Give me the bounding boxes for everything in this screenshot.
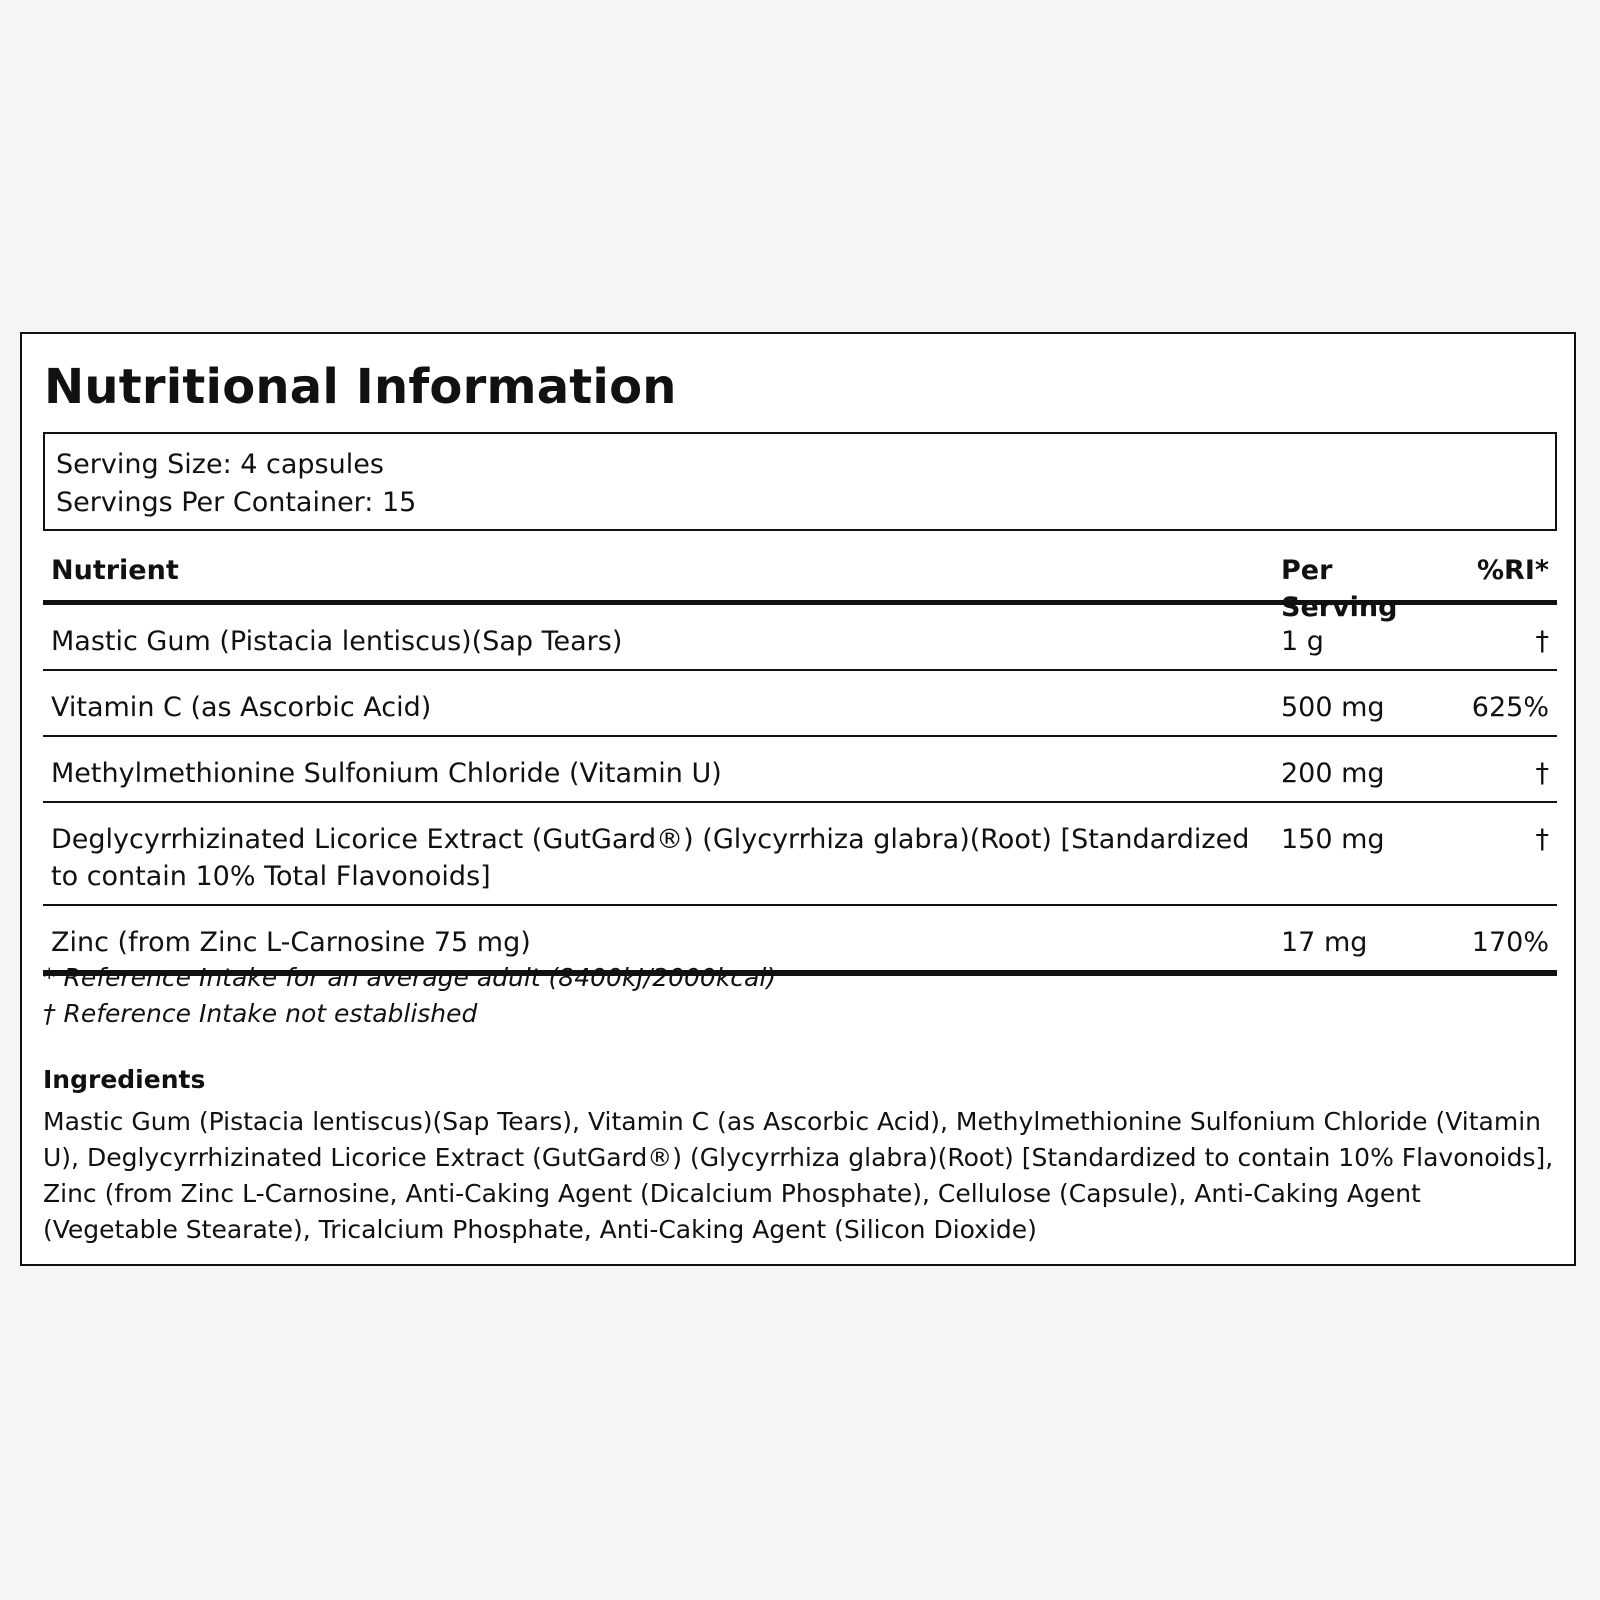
nutrient-amount: 1 g	[1281, 626, 1324, 657]
nutrient-amount: 500 mg	[1281, 692, 1385, 723]
footnote-ri-not-established: † Reference Intake not established	[43, 999, 478, 1028]
table-header-row	[43, 546, 1557, 623]
column-header-per-serving: Per Serving	[1281, 555, 1398, 623]
nutrient-ri: †	[1535, 626, 1549, 657]
nutrient-name: Vitamin C (as Ascorbic Acid)	[51, 692, 432, 723]
nutrient-name: Mastic Gum (Pistacia lentiscus)(Sap Tears)	[51, 626, 623, 657]
nutrient-name: Deglycyrrhizinated Licorice Extract (GutGard®) (Glycyrrhiza glabra)(Root) [Standardized to contain 10% Total Flavonoids]	[51, 824, 1250, 892]
table-row	[43, 671, 1557, 737]
ingredients-heading: Ingredients	[43, 1065, 206, 1094]
nutrient-table	[43, 546, 1557, 976]
column-header-ri: %RI*	[1476, 555, 1549, 586]
nutrient-ri: †	[1535, 758, 1549, 789]
table-row	[43, 803, 1557, 906]
table-row	[43, 737, 1557, 803]
nutrient-amount: 200 mg	[1281, 758, 1385, 789]
nutrient-amount: 17 mg	[1281, 927, 1368, 958]
nutrient-ri: †	[1535, 824, 1549, 855]
serving-info-box	[43, 432, 1557, 531]
footnote-ri-average-adult: * Reference Intake for an average adult (8400kJ/2000kcal)	[43, 963, 777, 992]
nutrient-amount: 150 mg	[1281, 824, 1385, 855]
nutrient-ri: 625%	[1471, 692, 1549, 723]
servings-per-container: Servings Per Container: 15	[56, 487, 417, 518]
nutrient-ri: 170%	[1471, 927, 1549, 958]
nutrient-name: Zinc (from Zinc L-Carnosine 75 mg)	[51, 927, 531, 958]
footnotes	[43, 960, 1557, 1032]
column-header-nutrient: Nutrient	[51, 555, 179, 586]
ingredients-text: Mastic Gum (Pistacia lentiscus)(Sap Tears), Vitamin C (as Ascorbic Acid), Methylmethionine Sulfonium Chloride (Vitamin U), Deglycyrrhizinated Licorice Extract (GutGard®) (Glycyrrhiza glabra)(Root) [Standardized to contain 10% Flavonoids], Zinc (from Zinc L-Carnosine, Anti-Caking Agent (Dicalcium Phosphate), Cellulose (Capsule), Anti-Caking Agent (Vegetable Stearate), Tricalcium Phosphate, Anti-Caking Agent (Silicon Dioxide)	[43, 1107, 1554, 1244]
serving-size: Serving Size: 4 capsules	[56, 449, 384, 480]
panel-title: Nutritional Information	[44, 359, 677, 415]
nutrient-name: Methylmethionine Sulfonium Chloride (Vitamin U)	[51, 758, 722, 789]
nutrition-panel	[20, 332, 1576, 1266]
